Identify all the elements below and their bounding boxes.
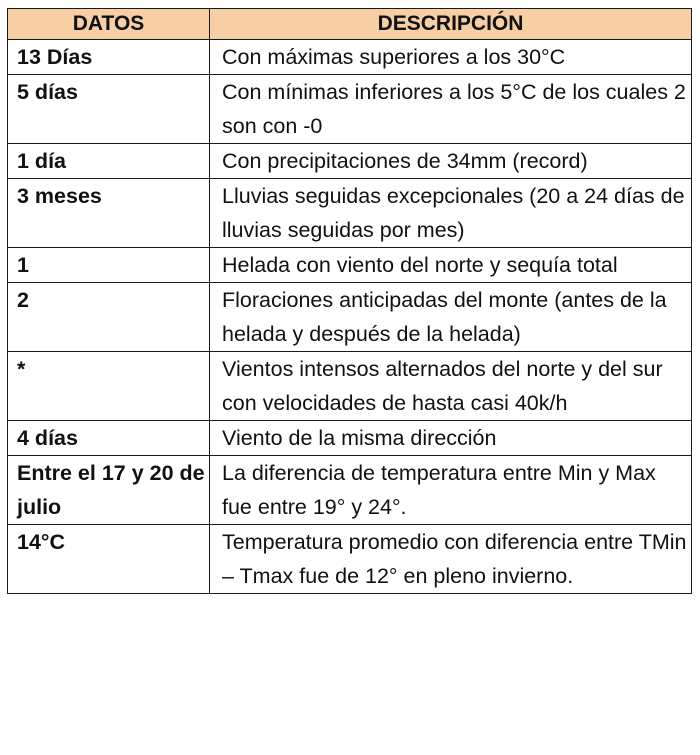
table-row (8, 421, 692, 456)
header-row (8, 9, 692, 40)
row-descripcion: Con mínimas inferiores a los 5°C de los cuales 2 son con -0 (210, 75, 692, 144)
row-descripcion: Temperatura promedio con diferencia entre TMin – Tmax fue de 12° en pleno invierno. (210, 525, 692, 594)
row-dato: 3 meses (8, 179, 210, 248)
table-row (8, 144, 692, 179)
row-dato: 1 (8, 248, 210, 283)
row-dato: 4 días (8, 421, 210, 456)
header-descripcion: DESCRIPCIÓN (210, 9, 692, 40)
table-body (8, 40, 692, 594)
header-datos: DATOS (8, 9, 210, 40)
table-row (8, 456, 692, 525)
row-dato: 2 (8, 283, 210, 352)
table-row (8, 352, 692, 421)
row-descripcion: Helada con viento del norte y sequía total (210, 248, 692, 283)
table-row (8, 179, 692, 248)
row-descripcion: Floraciones anticipadas del monte (antes de la helada y después de la helada) (210, 283, 692, 352)
table-row (8, 75, 692, 144)
row-dato: 14°C (8, 525, 210, 594)
row-descripcion: Lluvias seguidas excepcionales (20 a 24 días de lluvias seguidas por mes) (210, 179, 692, 248)
climate-data-table (7, 8, 692, 594)
table-row (8, 283, 692, 352)
row-dato: 1 día (8, 144, 210, 179)
row-descripcion: Con precipitaciones de 34mm (record) (210, 144, 692, 179)
table-row (8, 40, 692, 75)
row-dato: Entre el 17 y 20 de julio (8, 456, 210, 525)
row-dato: 5 días (8, 75, 210, 144)
table-header (8, 9, 692, 40)
row-descripcion: Vientos intensos alternados del norte y del sur con velocidades de hasta casi 40k/h (210, 352, 692, 421)
row-dato: 13 Días (8, 40, 210, 75)
climate-data-table-container (7, 8, 691, 594)
row-dato: * (8, 352, 210, 421)
table-row (8, 248, 692, 283)
row-descripcion: La diferencia de temperatura entre Min y Max fue entre 19° y 24°. (210, 456, 692, 525)
row-descripcion: Con máximas superiores a los 30°C (210, 40, 692, 75)
table-row (8, 525, 692, 594)
row-descripcion: Viento de la misma dirección (210, 421, 692, 456)
